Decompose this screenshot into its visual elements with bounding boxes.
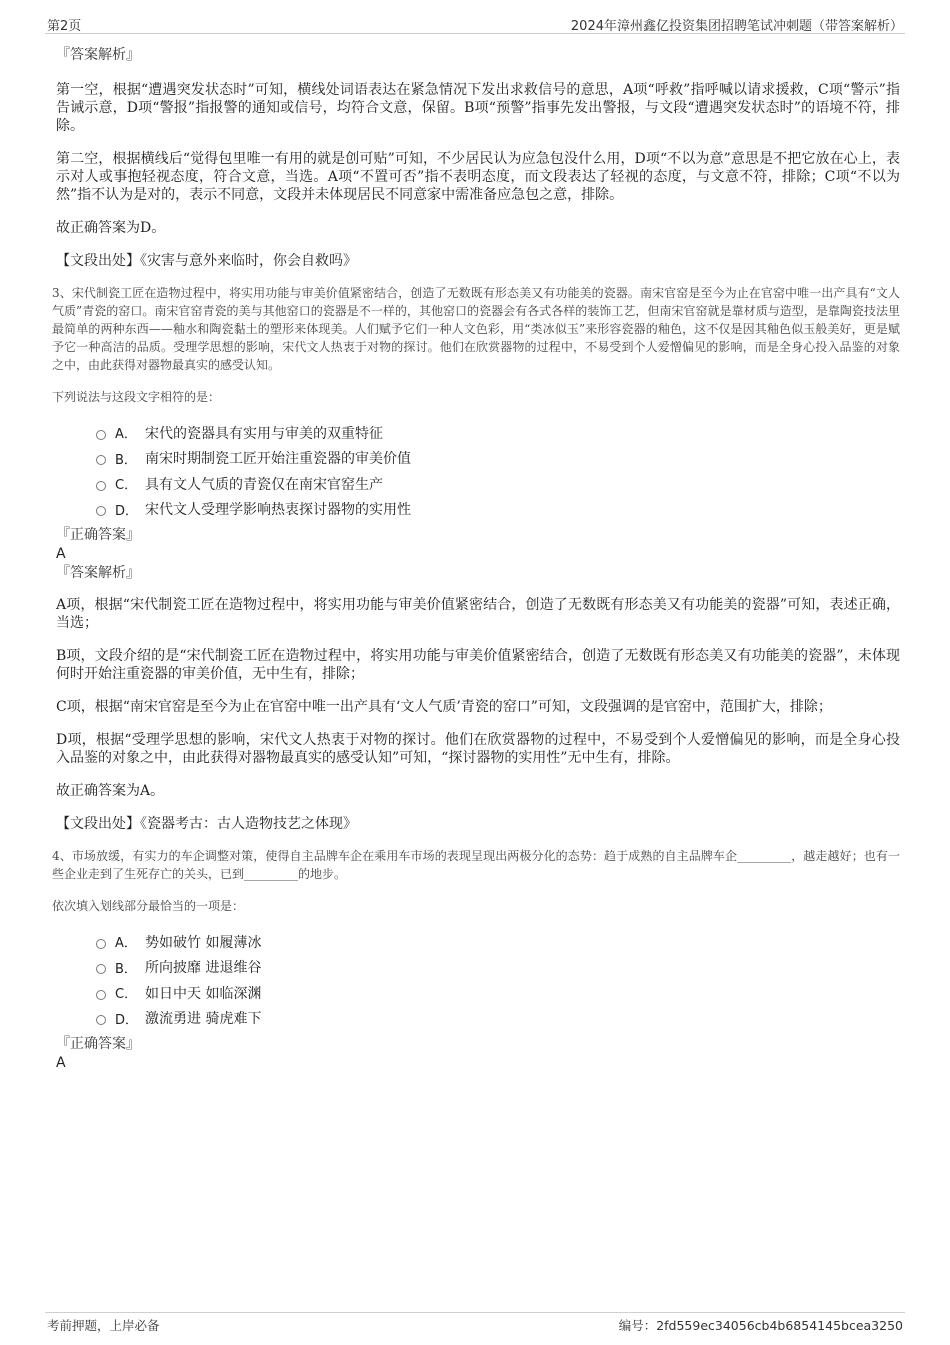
option-text: 宋代文人受理学影响热衷探讨器物的实用性	[145, 502, 411, 519]
option-text: 势如破竹 如履薄冰	[145, 934, 262, 951]
radio-icon[interactable]	[96, 455, 106, 465]
q4-option-d[interactable]	[96, 1006, 900, 1032]
option-text: 宋代的瓷器具有实用与审美的双重特征	[145, 425, 383, 442]
q3-option-c[interactable]	[96, 471, 900, 497]
option-letter: D．	[115, 1012, 139, 1028]
radio-icon[interactable]	[96, 990, 106, 1000]
q2-analysis-para-2: 第二空，根据横线后“觉得包里唯一有用的就是创可贴”可知，不少居民认为应急包没什么用，D项“不以为意”意思是不把它放在心上，表示对人或事抱轻视态度，符合文意，当选。A项“不置可否”指不表明态度，而文段表达了轻视的态度，与文意不符，排除；C项“不以为然”指不认为是对的，表示不同意，文段并未体现居民不同意家中需准备应急包之意，排除。	[56, 151, 900, 203]
page-number: 第2页	[47, 19, 82, 34]
q3-analysis-d: D项，根据“受理学思想的影响，宋代文人热衷于对物的探讨。他们在欣赏器物的过程中，不易受到个人爱憎偏见的影响，而是全身心投入品鉴的对象之中，由此获得对器物最真实的感受认知”可知，“探讨器物的实用性”无中生有，排除。	[56, 732, 900, 766]
q4-answer-label: 『正确答案』	[56, 1036, 140, 1052]
q4-stem: 4、市场放缓，有实力的车企调整对策，使得自主品牌车企在乘用车市场的表现呈现出两极分化的态势：趋于成熟的自主品牌车企_________，越走越好；也有一些企业走到了生死存亡的关头，已到_________的地步。	[52, 849, 900, 881]
document-code: 编号：2fd559ec34056cb4b6854145bcea3250	[618, 1318, 903, 1333]
q2-analysis-para-1: 第一空，根据“遭遇突发状态时”可知，横线处词语表达在紧急情况下发出求救信号的意思，A项“呼救”指呼喊以请求援救，C项“警示”指告诫示意，D项“警报”指报警的通知或信号，均符合文意，保留。B项“预警”指事先发出警报，与文段“遭遇突发状态时”的语境不符，排除。	[56, 82, 900, 134]
option-letter: D．	[115, 503, 139, 519]
q4-options	[96, 929, 900, 1031]
q4-option-a[interactable]	[96, 929, 900, 955]
q3-answer: A	[56, 546, 66, 562]
q3-analysis-a: A项，根据“宋代制瓷工匠在造物过程中，将实用功能与审美价值紧密结合，创造了无数既有形态美又有功能美的瓷器”可知，表述正确，当选；	[56, 597, 900, 631]
q2-conclusion: 故正确答案为D。	[56, 220, 166, 236]
document-title: 2024年漳州鑫亿投资集团招聘笔试冲刺题（带答案解析）	[570, 19, 903, 34]
option-text: 具有文人气质的青瓷仅在南宋官窑生产	[145, 476, 383, 493]
q4-answer: A	[56, 1055, 66, 1071]
q3-analysis-b: B项，文段介绍的是“宋代制瓷工匠在造物过程中，将实用功能与审美价值紧密结合，创造了无数既有形态美又有功能美的瓷器”，未体现何时开始注重瓷器的审美价值，无中生有，排除；	[56, 648, 900, 682]
q3-stem: 3、宋代制瓷工匠在造物过程中，将实用功能与审美价值紧密结合，创造了无数既有形态美又有功能美的瓷器。南宋官窑是至今为止在官窑中唯一出产具有“文人气质”青瓷的窑口。南宋官窑青瓷的美与其他窑口的瓷器是不一样的，其他窑口的瓷器会有各式各样的装饰工艺，但南宋官窑就是靠材质与造型，是靠陶瓷技法里最简单的两种东西——釉水和陶瓷黏土的塑形来体现美。人们赋予它们一种人文色彩，用“类冰似玉”来形容瓷器的釉色，这不仅是因其釉色似玉般美好，更是赋予它一种高洁的品质。受理学思想的影响，宋代文人热衷于对物的探讨。他们在欣赏器物的过程中，不易受到个人爱憎偏见的影响，而是全身心投入品鉴的对象之中，由此获得对器物最真实的感受认知。	[52, 286, 900, 372]
radio-icon[interactable]	[96, 430, 106, 440]
q3-option-b[interactable]	[96, 446, 900, 472]
page-footer	[45, 1312, 905, 1334]
option-letter: A．	[115, 936, 137, 952]
radio-icon[interactable]	[96, 939, 106, 949]
option-letter: B．	[115, 961, 137, 977]
footer-slogan: 考前押题，上岸必备	[47, 1318, 160, 1333]
q3-analysis-label: 『答案解析』	[56, 565, 140, 581]
q4-option-c[interactable]	[96, 980, 900, 1006]
radio-icon[interactable]	[96, 1015, 106, 1025]
q3-source: 【文段出处】《瓷器考古：古人造物技艺之体现》	[56, 816, 357, 832]
q3-answer-label: 『正确答案』	[56, 527, 140, 543]
q2-analysis-label: 『答案解析』	[56, 47, 140, 63]
q3-conclusion: 故正确答案为A。	[56, 783, 165, 799]
option-letter: C．	[115, 478, 138, 494]
radio-icon[interactable]	[96, 506, 106, 516]
radio-icon[interactable]	[96, 964, 106, 974]
option-letter: B．	[115, 452, 137, 468]
q3-analysis-c: C项，根据“南宋官窑是至今为止在官窑中唯一出产具有‘文人气质’青瓷的窑口”可知，文段强调的是官窑中，范围扩大，排除；	[56, 699, 832, 715]
option-text: 南宋时期制瓷工匠开始注重瓷器的审美价值	[145, 451, 411, 468]
q4-prompt: 依次填入划线部分最恰当的一项是：	[52, 899, 245, 913]
q3-option-d[interactable]	[96, 497, 900, 523]
q4-option-b[interactable]	[96, 955, 900, 981]
q3-options	[96, 420, 900, 522]
option-text: 所向披靡 进退维谷	[145, 960, 262, 977]
q3-prompt: 下列说法与这段文字相符的是：	[52, 390, 221, 404]
option-text: 如日中天 如临深渊	[145, 985, 262, 1002]
option-text: 激流勇进 骑虎难下	[145, 1011, 262, 1028]
page-content	[52, 40, 900, 1073]
radio-icon[interactable]	[96, 481, 106, 491]
option-letter: A．	[115, 427, 137, 443]
option-letter: C．	[115, 987, 138, 1003]
q2-source: 【文段出处】《灾害与意外来临时，你会自救吗》	[56, 253, 357, 269]
page-header	[45, 12, 905, 34]
q3-option-a[interactable]	[96, 420, 900, 446]
